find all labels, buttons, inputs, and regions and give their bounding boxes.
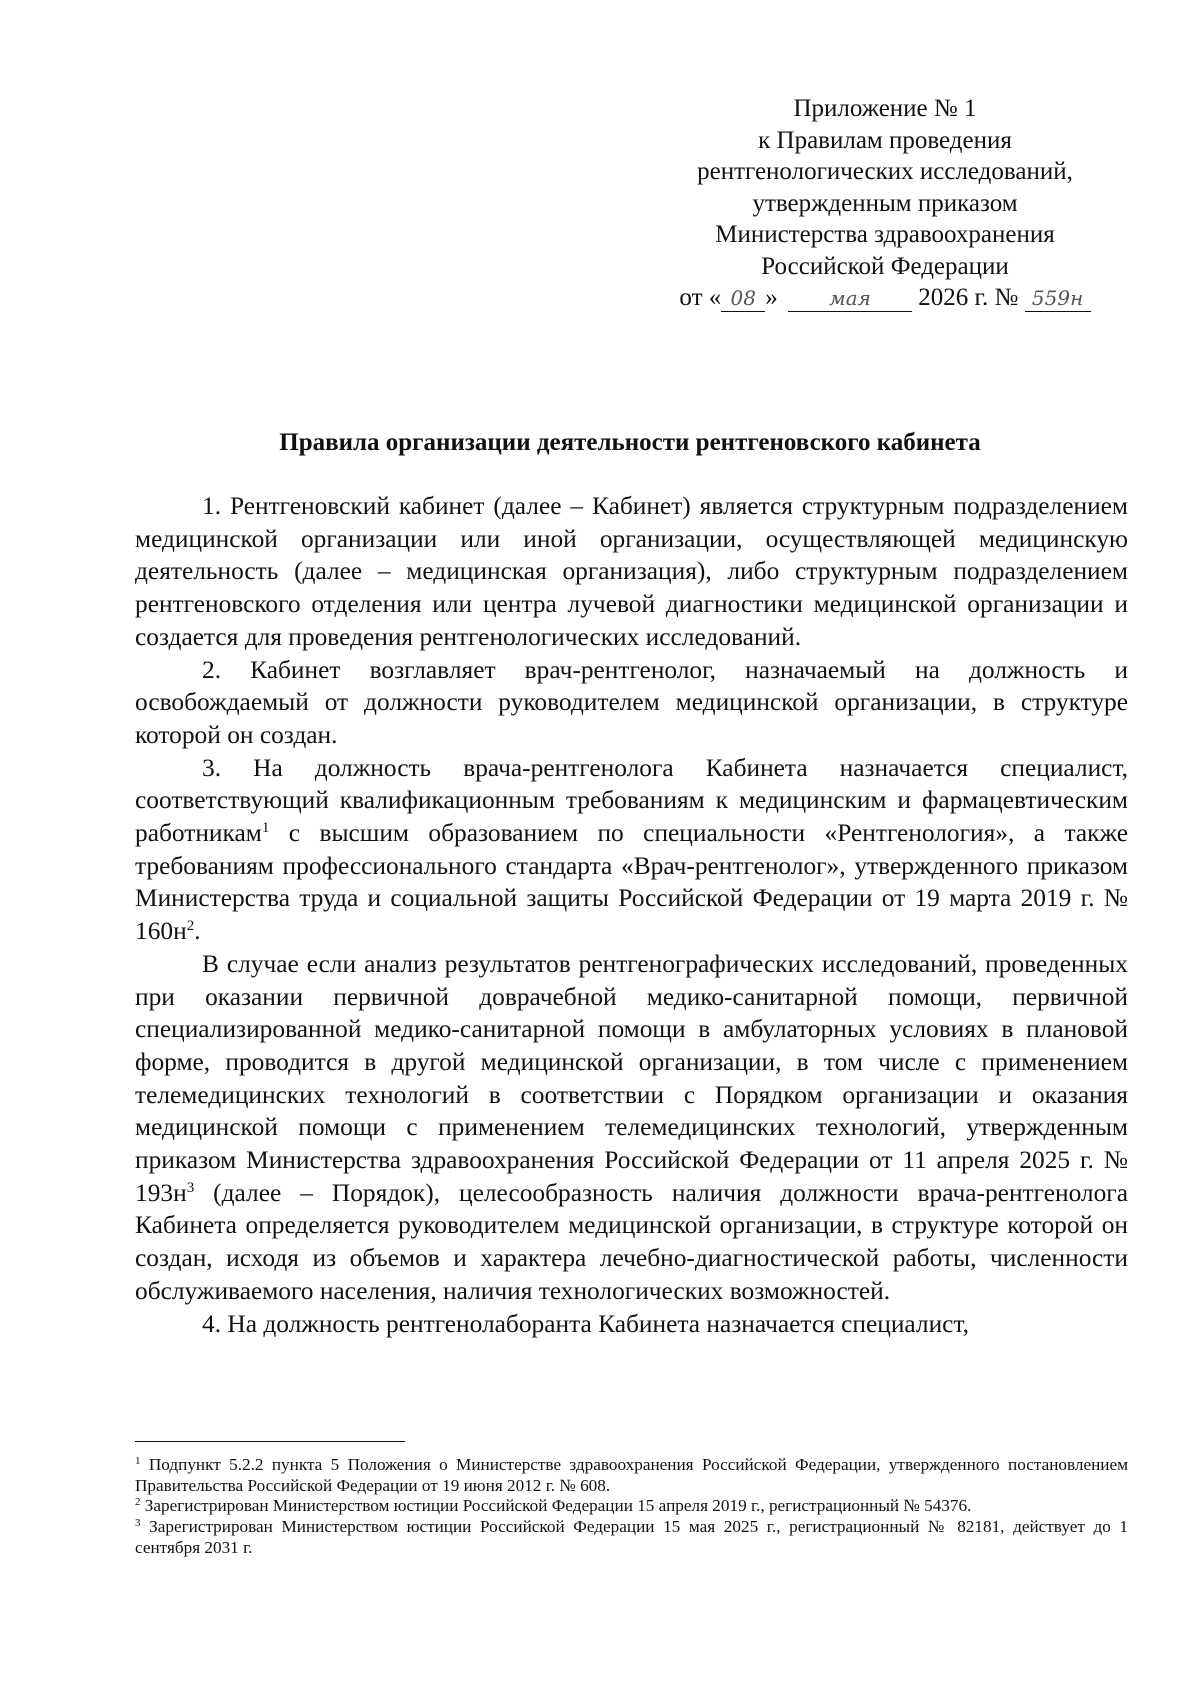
- footnote-1: [135, 1455, 1128, 1496]
- paragraph-4: [135, 1308, 1128, 1341]
- paragraph-text: 1. Рентгеновский кабинет (далее – Кабинет) является структурным подразделением медицинской организации или иной организации, осуществляющей медицинскую деятельность (далее – медицинская организация), либо структурным подразделением рентгеновского отделения или центра лучевой диагностики медицинской организации и создается для проведения рентгенологических исследований.: [135, 492, 1128, 651]
- document-body: [135, 490, 1128, 1340]
- paragraph-text: .: [194, 917, 201, 946]
- handwritten-order-number: 559н: [1025, 285, 1091, 312]
- footnote-separator: [135, 1441, 405, 1442]
- paragraph-text: 4. На должность рентгенолаборанта Кабинета назначается специалист,: [202, 1309, 969, 1338]
- footnote-2: [135, 1496, 1128, 1517]
- document-title: Правила организации деятельности рентгеновского кабинета: [279, 429, 981, 456]
- footnote-ref-2: 2: [186, 918, 195, 935]
- header-line: к Правилам проведения: [758, 126, 1012, 154]
- date-quote-close: »: [765, 284, 778, 311]
- header-line: утвержденным приказом: [752, 189, 1018, 217]
- year-text: 2026 г. №: [918, 284, 1019, 311]
- order-date-line: [660, 282, 1110, 314]
- handwritten-month: мая: [788, 285, 912, 312]
- paragraph-1: [135, 490, 1128, 654]
- paragraph-text: (далее – Порядок), целесообразность наличия должности врача-рентгенолога Кабинета определяется руководителем медицинской организации, в структуре которой он создан, исходя из объемов и характера лечебно-диагностической работы, численности обслуживаемого населения, наличия технологических возможностей.: [135, 1178, 1128, 1305]
- date-prefix: от «: [679, 284, 722, 311]
- header-line: Министерства здравоохранения: [715, 221, 1055, 248]
- footnote-number: 2: [135, 1496, 141, 1509]
- header-line: Приложение № 1: [793, 95, 977, 122]
- paragraph-3-continued: [135, 948, 1128, 1308]
- appendix-header: [660, 93, 1110, 314]
- footnote-text: Подпункт 5.2.2 пункта 5 Положения о Министерстве здравоохранения Российской Федерации, утвержденного постановлением Правительства Российской Федерации от 19 июня 2012 г. № 608.: [135, 1455, 1128, 1495]
- paragraph-2: [135, 654, 1128, 752]
- footnote-number: 1: [135, 1455, 141, 1467]
- paragraph-3: [135, 752, 1128, 948]
- footnote-text: Зарегистрирован Министерством юстиции Российской Федерации 15 апреля 2019 г., регистрационный № 54376.: [140, 1496, 972, 1516]
- footnote-text: Зарегистрирован Министерством юстиции Российской Федерации 15 мая 2025 г., регистрационный № 82181, действует до 1 сентября 2031 г.: [135, 1517, 1128, 1557]
- handwritten-day: 08: [721, 285, 765, 312]
- footnote-ref-1: 1: [261, 820, 270, 837]
- paragraph-text: В случае если анализ результатов рентгенографических исследований, проведенных при оказании первичной доврачебной медико-санитарной помощи, первичной специализированной медико-санитарной помощи в амбулаторных условиях в плановой форме, проводится в другой медицинской организации, в том числе с применением телемедицинских технологий в соответствии с Порядком организации и оказания медицинской помощи с применением телемедицинских технологий, утвержденным приказом Министерства здравоохранения Российской Федерации от 11 апреля 2025 г. № 193н: [135, 949, 1128, 1207]
- footnotes: [135, 1455, 1128, 1559]
- footnote-ref-3: 3: [186, 1179, 195, 1196]
- footnote-number: 3: [135, 1517, 141, 1530]
- paragraph-text: 2. Кабинет возглавляет врач-рентгенолог, назначаемый на должность и освобождаемый от должности руководителем медицинской организации, в структуре которой он создан.: [135, 655, 1128, 749]
- paragraph-text: 3. На должность врача-рентгенолога Кабинета назначается специалист, соответствующий квалификационным требованиям к медицинским и фармацевтическим работникам: [135, 753, 1128, 848]
- header-line: Российской Федерации: [761, 252, 1009, 280]
- paragraph-text: с высшим образованием по специальности «Рентгенология», а также требованиям профессионального стандарта «Врач-рентгенолог», утвержденного приказом Министерства труда и социальной защиты Российской Федерации от 19 марта 2019 г. № 160н: [135, 819, 1128, 946]
- header-line: рентгенологических исследований,: [697, 158, 1073, 185]
- footnote-3: [135, 1517, 1128, 1558]
